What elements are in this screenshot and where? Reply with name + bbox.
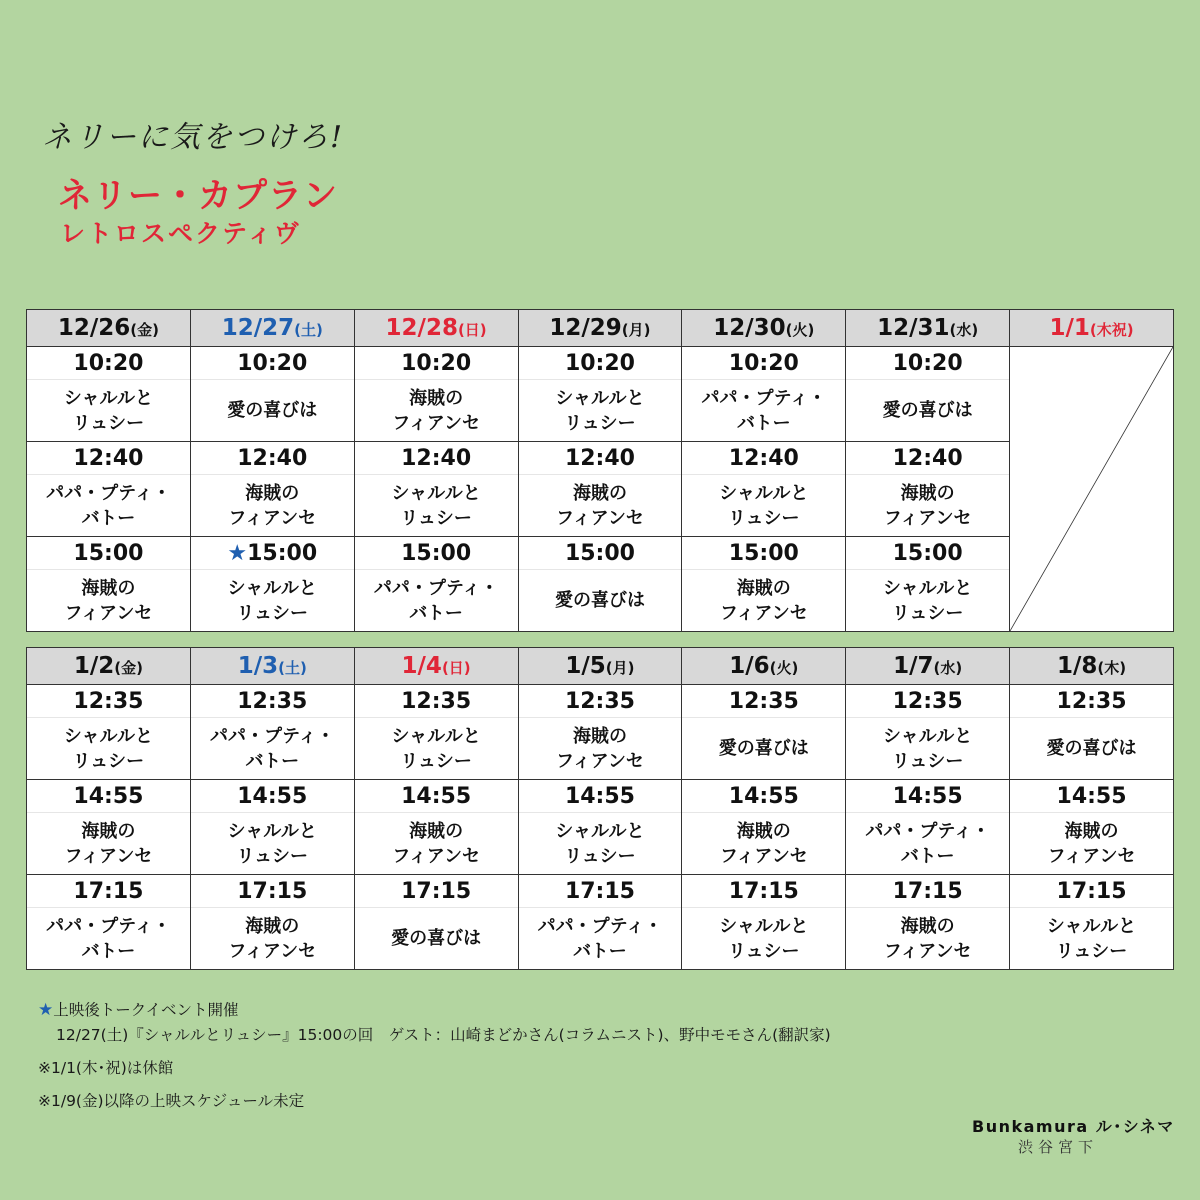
page-title: ネリー・カプラン: [58, 176, 338, 216]
date-label: 12/28: [385, 315, 458, 341]
show-time: [846, 442, 1009, 475]
time-text: 15:00: [728, 541, 799, 566]
show-time: [519, 347, 682, 380]
date-header: [682, 648, 846, 685]
film-title: 海賊の フィアンセ: [64, 820, 153, 867]
time-text: 12:40: [73, 446, 144, 471]
date-header: [846, 648, 1010, 685]
film-title: 海賊の フィアンセ: [883, 915, 972, 962]
date-header-row: [27, 648, 1174, 685]
date-header: [682, 310, 846, 347]
date-header: [518, 310, 682, 347]
film-title: シャルルと リュシー: [555, 387, 645, 434]
time-text: 12:40: [237, 446, 308, 471]
film-title: 海賊の フィアンセ: [392, 820, 481, 867]
weekday-label: (月): [621, 321, 651, 339]
date-header: [27, 310, 191, 347]
weekday-label: (金): [130, 321, 159, 339]
time-text: 14:55: [564, 784, 635, 809]
film-title: シャルルと リュシー: [883, 725, 973, 772]
date-label: 12/29: [549, 315, 622, 341]
star-icon: ★: [38, 1000, 54, 1020]
date-label: 1/8: [1056, 653, 1098, 679]
show-time: [682, 537, 845, 570]
show-time: [355, 347, 518, 380]
show-time: [682, 685, 845, 718]
schedule-table-week-2: [26, 647, 1174, 970]
show-time: [846, 347, 1009, 380]
show-cell: [27, 442, 191, 537]
time-text: 15:00: [401, 541, 472, 566]
time-text: 12:35: [401, 689, 472, 714]
show-time: [519, 875, 682, 908]
show-cell: [354, 537, 518, 632]
show-time: [682, 442, 845, 475]
show-time: [519, 537, 682, 570]
film-title: シャルルと リュシー: [391, 725, 481, 772]
show-cell: [682, 685, 846, 780]
film-title: パパ・プティ・ バトー: [537, 915, 663, 962]
time-text: 12:35: [728, 689, 799, 714]
film-title: シャルルと リュシー: [391, 482, 481, 529]
time-text: 10:20: [564, 351, 635, 376]
date-header: [27, 648, 191, 685]
time-text: 10:20: [237, 351, 308, 376]
film-title: シャルルと リュシー: [555, 820, 645, 867]
time-text: 12:40: [401, 446, 472, 471]
show-row: [27, 442, 1174, 537]
weekday-label: (木): [1097, 659, 1127, 677]
time-text: 14:55: [892, 784, 963, 809]
show-time: [27, 537, 190, 570]
date-label: 12/26: [57, 315, 131, 341]
show-cell: [682, 537, 846, 632]
closed-note: ※1/1(木･祝)は休館: [38, 1059, 174, 1077]
show-time: [1010, 780, 1173, 813]
show-time: [191, 875, 354, 908]
weekday-label: (日): [457, 321, 487, 339]
time-text: 15:00: [247, 541, 318, 566]
show-cell: [1010, 685, 1174, 780]
show-time: [27, 685, 190, 718]
show-cell: [846, 875, 1010, 970]
event-note: [38, 998, 831, 1023]
show-cell: [682, 875, 846, 970]
show-time: [519, 442, 682, 475]
film-title: 海賊の フィアンセ: [883, 482, 972, 529]
film-title: パパ・プティ・ バトー: [373, 577, 499, 624]
film-title: 愛の喜びは: [882, 400, 973, 421]
show-time: [846, 685, 1009, 718]
show-cell: [518, 780, 682, 875]
date-header-row: [27, 310, 1174, 347]
time-text: 10:20: [73, 351, 144, 376]
film-title: 愛の喜びは: [554, 590, 645, 611]
show-cell: [190, 537, 354, 632]
show-cell: [190, 875, 354, 970]
show-cell: [846, 537, 1010, 632]
date-label: 1/3: [237, 653, 279, 679]
weekday-label: (月): [605, 659, 635, 677]
show-cell: [354, 875, 518, 970]
show-time: [27, 780, 190, 813]
date-header: [190, 310, 354, 347]
show-cell: [846, 442, 1010, 537]
show-time: [191, 537, 354, 570]
show-cell: [190, 442, 354, 537]
film-title: シャルルと リュシー: [719, 915, 809, 962]
film-title: シャルルと リュシー: [63, 725, 154, 772]
date-header: [190, 648, 354, 685]
subtitle: ネリーに気をつけろ!: [42, 120, 345, 155]
weekday-label: (日): [441, 659, 471, 677]
date-label: 1/5: [565, 653, 606, 679]
notes: [38, 998, 831, 1114]
time-text: 12:35: [237, 689, 308, 714]
time-text: 15:00: [564, 541, 635, 566]
show-cell: [354, 780, 518, 875]
film-title: 海賊の フィアンセ: [556, 725, 644, 772]
show-time: [355, 442, 518, 475]
film-title: 愛の喜びは: [227, 400, 318, 421]
show-cell: [354, 442, 518, 537]
weekday-label: (土): [294, 321, 323, 339]
star-icon: ★: [227, 541, 248, 566]
film-title: パパ・プティ・ バトー: [701, 387, 827, 434]
film-title: 海賊の フィアンセ: [719, 820, 808, 867]
show-time: [682, 780, 845, 813]
show-cell: [846, 685, 1010, 780]
undecided-note: ※1/9(金)以降の上映スケジュール未定: [38, 1092, 305, 1110]
film-title: シャルルと リュシー: [1046, 915, 1137, 962]
film-title: シャルルと リュシー: [227, 820, 317, 867]
film-title: シャルルと リュシー: [719, 482, 809, 529]
show-time: [1010, 685, 1173, 718]
show-time: [846, 875, 1009, 908]
film-title: シャルルと リュシー: [63, 387, 154, 434]
film-title: パパ・プティ・ バトー: [209, 725, 335, 772]
film-title: 海賊の フィアンセ: [64, 577, 153, 624]
show-cell: [190, 780, 354, 875]
date-header: [1010, 310, 1174, 347]
show-time: [27, 347, 190, 380]
show-time: [355, 537, 518, 570]
show-cell: [190, 347, 354, 442]
film-title: シャルルと リュシー: [883, 577, 973, 624]
show-cell: [354, 347, 518, 442]
closed-slash-icon: [1010, 347, 1173, 631]
time-text: 14:55: [1056, 784, 1127, 809]
time-text: 14:55: [401, 784, 472, 809]
show-time: [519, 685, 682, 718]
show-cell: [27, 685, 191, 780]
film-title: パパ・プティ・ バトー: [46, 482, 171, 529]
film-title: 海賊の フィアンセ: [1047, 820, 1136, 867]
show-cell: [27, 780, 191, 875]
weekday-label: (水): [933, 659, 963, 677]
show-time: [355, 685, 518, 718]
weekday-label: (土): [278, 659, 307, 677]
show-cell: [518, 347, 682, 442]
show-time: [519, 780, 682, 813]
date-label: 12/31: [877, 315, 950, 341]
event-detail: 12/27(土)『シャルルとリュシー』15:00の回 ゲスト：山崎まどかさん(コラムニスト)、野中モモさん(翻訳家): [56, 1026, 831, 1044]
date-label: 1/4: [401, 653, 442, 679]
show-time: [191, 685, 354, 718]
time-text: 12:35: [892, 689, 963, 714]
date-label: 12/27: [221, 315, 295, 341]
show-cell: [1010, 780, 1174, 875]
date-header: [846, 310, 1010, 347]
date-header: [354, 648, 518, 685]
time-text: 17:15: [728, 879, 799, 904]
show-cell: [27, 875, 191, 970]
show-time: [846, 780, 1009, 813]
time-text: 17:15: [237, 879, 308, 904]
show-cell: [190, 685, 354, 780]
cinema-logo-sub: 渋谷宮下: [1018, 1138, 1099, 1156]
show-cell: [27, 347, 191, 442]
time-text: 12:40: [564, 446, 635, 471]
time-text: 17:15: [401, 879, 472, 904]
show-time: [355, 875, 518, 908]
date-label: 1/6: [729, 653, 770, 679]
show-time: [191, 442, 354, 475]
time-text: 15:00: [892, 541, 963, 566]
weekday-label: (金): [114, 659, 143, 677]
show-cell: [518, 875, 682, 970]
show-row: [27, 347, 1174, 442]
show-time: [846, 537, 1009, 570]
film-title: パパ・プティ・ バトー: [865, 820, 990, 867]
time-text: 12:35: [73, 689, 144, 714]
film-title: 愛の喜びは: [1046, 738, 1137, 759]
time-text: 12:40: [728, 446, 799, 471]
show-cell: [682, 780, 846, 875]
show-row: [27, 685, 1174, 780]
time-text: 17:15: [1056, 879, 1127, 904]
show-time: [1010, 875, 1173, 908]
date-header: [518, 648, 682, 685]
show-cell: [682, 347, 846, 442]
time-text: 12:35: [564, 689, 635, 714]
show-row: [27, 537, 1174, 632]
show-time: [27, 875, 190, 908]
show-time: [355, 780, 518, 813]
film-title: 海賊の フィアンセ: [556, 482, 644, 529]
page-subtitle: レトロスペクティヴ: [60, 219, 302, 248]
show-row: [27, 875, 1174, 970]
time-text: 12:40: [892, 446, 963, 471]
film-title: 海賊の フィアンセ: [228, 915, 317, 962]
show-cell: [682, 442, 846, 537]
schedule-table-week-1: [26, 309, 1174, 632]
date-label: 1/1: [1049, 315, 1090, 341]
date-label: 1/7: [893, 653, 934, 679]
film-title: 海賊の フィアンセ: [719, 577, 808, 624]
show-cell: [518, 685, 682, 780]
date-header: [354, 310, 518, 347]
time-text: 15:00: [73, 541, 144, 566]
weekday-label: (火): [769, 659, 799, 677]
time-text: 10:20: [728, 351, 799, 376]
time-text: 17:15: [892, 879, 963, 904]
time-text: 14:55: [237, 784, 308, 809]
film-title: シャルルと リュシー: [227, 577, 317, 624]
film-title: 海賊の フィアンセ: [228, 482, 317, 529]
film-title: パパ・プティ・ バトー: [46, 915, 171, 962]
show-cell: [1010, 875, 1174, 970]
film-title: 海賊の フィアンセ: [392, 387, 481, 434]
date-label: 12/30: [713, 315, 786, 341]
date-label: 1/2: [73, 653, 115, 679]
time-text: 17:15: [73, 879, 144, 904]
show-cell: [846, 347, 1010, 442]
weekday-label: (火): [785, 321, 815, 339]
time-text: 10:20: [892, 351, 963, 376]
show-time: [27, 442, 190, 475]
time-text: 17:15: [564, 879, 635, 904]
cinema-logo: Bunkamura ル･シネマ: [972, 1117, 1175, 1136]
weekday-label: (水): [949, 321, 979, 339]
date-header: [1010, 648, 1174, 685]
weekday-label: (木祝): [1089, 321, 1134, 339]
show-cell: [518, 537, 682, 632]
show-cell: [354, 685, 518, 780]
show-cell: [846, 780, 1010, 875]
show-cell: [518, 442, 682, 537]
show-time: [682, 875, 845, 908]
show-time: [682, 347, 845, 380]
show-time: [191, 347, 354, 380]
show-cell: [27, 537, 191, 632]
event-title: 上映後トークイベント開催: [53, 1001, 239, 1019]
time-text: 12:35: [1056, 689, 1127, 714]
time-text: 14:55: [728, 784, 799, 809]
time-text: 10:20: [401, 351, 472, 376]
time-text: 14:55: [73, 784, 144, 809]
show-row: [27, 780, 1174, 875]
closed-day-cell: [1010, 347, 1174, 632]
film-title: 愛の喜びは: [718, 738, 809, 759]
film-title: 愛の喜びは: [391, 928, 482, 949]
show-time: [191, 780, 354, 813]
